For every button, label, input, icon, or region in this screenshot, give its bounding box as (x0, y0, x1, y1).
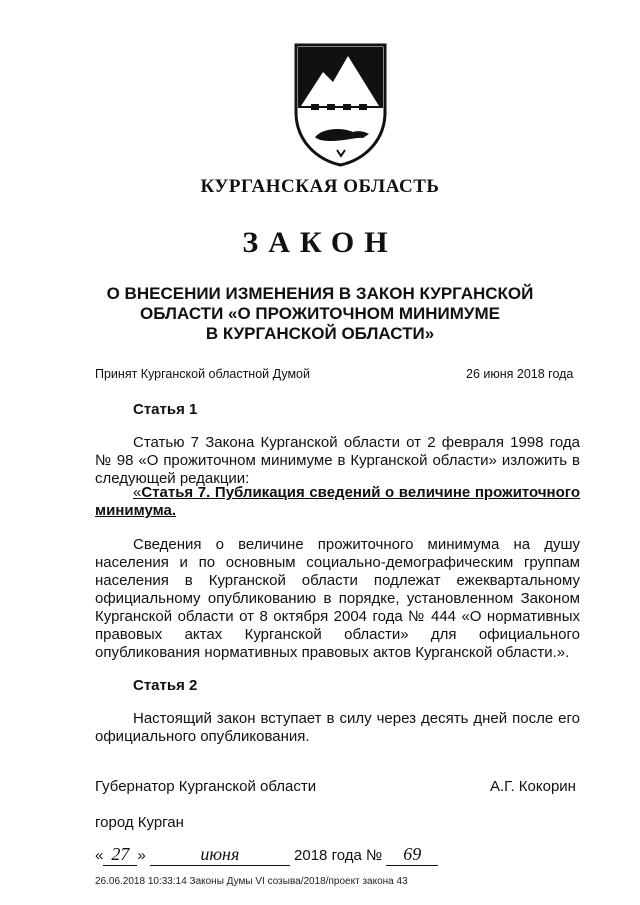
article-2-heading: Статья 2 (133, 677, 198, 694)
adoption-date: 26 июня 2018 года (466, 367, 574, 381)
law-date-number-line (95, 844, 575, 868)
city-name: город Курган (95, 814, 184, 831)
article-7-new-text: Сведения о величине прожиточного минимума на душу населения и по основным социально-демографическим группам населения в Курганской области подлежат ежеквартальному официальному опубликованию в порядке, установленном Законом Курганской области от 8 октября 2004 года № 444 «О нормативных правовых актах Курганской области» для официального опубликования нормативных правовых актов Курганской области.». (95, 536, 580, 661)
document-type-heading: ЗАКОН (242, 226, 398, 259)
quote-open: « (95, 847, 104, 864)
document-footer: 26.06.2018 10:33:14 Законы Думы VI созыва/2018/проект закона 43 (95, 876, 408, 887)
coat-of-arms-emblem (293, 42, 388, 167)
adopted-by: Принят Курганской областной Думой (95, 367, 310, 381)
article-1-heading: Статья 1 (133, 401, 198, 418)
governor-name: А.Г. Кокорин (490, 778, 576, 795)
region-name: КУРГАНСКАЯ ОБЛАСТЬ (200, 176, 440, 197)
handwritten-law-number: 69 (386, 844, 438, 866)
handwritten-month: июня (150, 844, 290, 866)
law-title-line: О ВНЕСЕНИИ ИЗМЕНЕНИЯ В ЗАКОН КУРГАНСКОЙ (106, 284, 534, 303)
law-title (100, 284, 540, 344)
governor-title: Губернатор Курганской области (95, 778, 317, 795)
article-7-heading-text: Статья 7. Публикация сведений о величине прожиточного минимума. (95, 484, 580, 519)
quote-close: » (137, 847, 146, 864)
article-1-intro: Статью 7 Закона Курганской области от 2 февраля 1998 года № 98 «О прожиточном минимуме в Курганской области» изложить в следующей редакции: (95, 434, 580, 487)
article-2-text: Настоящий закон вступает в силу через десять дней после его официального опубликования. (95, 710, 580, 745)
year-label: 2018 года № (294, 847, 383, 864)
law-title-line: В КУРГАНСКОЙ ОБЛАСТИ» (205, 324, 435, 343)
article-7-new-heading (95, 484, 580, 520)
quote-mark: « (133, 484, 142, 501)
handwritten-day: 27 (103, 844, 137, 866)
law-title-line: ОБЛАСТИ «О ПРОЖИТОЧНОМ МИНИМУМЕ (140, 304, 500, 323)
